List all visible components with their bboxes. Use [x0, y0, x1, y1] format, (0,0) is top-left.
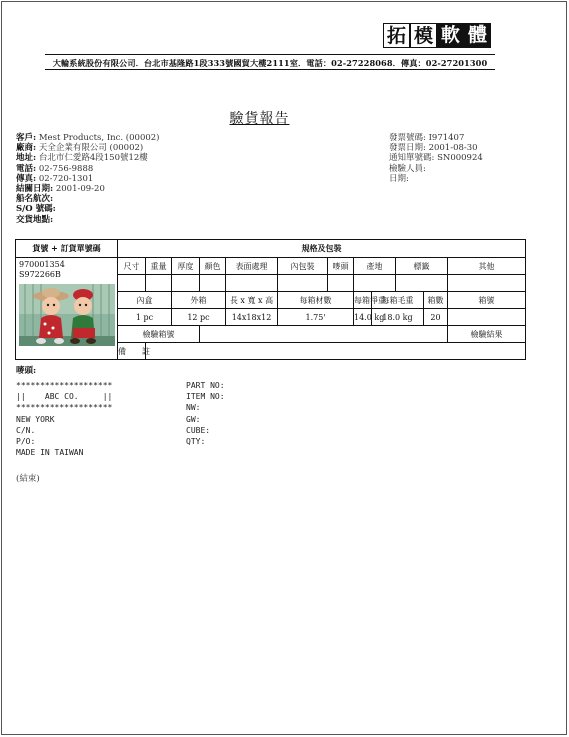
pack-value: 18.0 kg [372, 309, 424, 326]
info-row-fax [16, 174, 159, 184]
inspect-box-label: 檢驗箱號 [118, 326, 200, 343]
spec-value [172, 275, 200, 292]
pack-value: 1 pc [118, 309, 172, 326]
brand-logo [383, 23, 494, 48]
product-photo [19, 284, 115, 346]
spec-value [448, 275, 526, 292]
info-row-vessel [16, 194, 159, 204]
info-label: 廠商: [16, 143, 37, 154]
info-row-so-number [16, 204, 159, 214]
mark-line: ITEM NO: [186, 392, 225, 402]
pack-header: 外箱 [172, 292, 226, 309]
info-label: 客戶: [16, 133, 37, 143]
logo-char: 軟 [437, 23, 464, 48]
shipping-marks-title: 嘜頭: [16, 366, 37, 376]
info-value: Mest Products, Inc. (00002) [38, 133, 160, 143]
order-number: S972266B [19, 270, 61, 279]
spec-header: 嘜頭 [328, 258, 354, 275]
customer-info-block [16, 133, 159, 225]
mark-line: MADE IN TAIWAN [16, 448, 84, 458]
shipping-marks-right [186, 380, 225, 447]
info-row-delivery [16, 215, 159, 225]
logo-char: 體 [464, 23, 491, 48]
info-row-closing-date [16, 184, 159, 194]
mark-line: QTY: [186, 437, 206, 447]
info-row-vendor [16, 143, 159, 153]
logo-char: 模 [410, 23, 437, 48]
mark-line: NW: [186, 403, 201, 413]
mark-line: ******************** [16, 403, 113, 413]
spec-header: 其他 [448, 258, 526, 275]
info-label: S/O 號碼: [16, 204, 56, 215]
spec-header: 產地 [354, 258, 396, 275]
pack-value [448, 309, 526, 326]
notice-number: 通知單號碼: SN000924 [389, 153, 483, 164]
info-label: 交貨地點: [16, 214, 54, 225]
info-label: 電話: [16, 163, 37, 174]
pack-header: 長 x 寬 x 高 [226, 292, 278, 309]
pack-value: 12 pc [172, 309, 226, 326]
spec-value [146, 275, 172, 292]
mark-line: C/N. [16, 425, 36, 435]
spec-value [396, 275, 448, 292]
inspection-date: 日期: [389, 173, 409, 184]
info-value: 02-720-1301 [38, 173, 94, 184]
info-label: 地址: [16, 153, 37, 164]
spec-value [328, 275, 354, 292]
logo-char: 拓 [383, 23, 410, 48]
end-marker: (結束) [16, 474, 40, 484]
info-label: 結關日期: [16, 184, 54, 195]
spec-header: 重量 [146, 258, 172, 275]
mark-line: GW: [186, 414, 201, 424]
mark-line: NEW YORK [16, 414, 55, 424]
mark-line: CUBE: [186, 425, 211, 435]
pack-value: 1.75' [278, 309, 354, 326]
spec-header: 表面處理 [226, 258, 278, 275]
info-label: 船名航次: [16, 194, 54, 205]
pack-header: 每箱材數 [278, 292, 354, 309]
pack-header: 每箱毛重 [372, 292, 424, 309]
pack-header: 箱數 [424, 292, 448, 309]
info-value: 02-756-9888 [38, 163, 94, 174]
item-cell [16, 258, 118, 360]
info-row-address [16, 153, 159, 163]
info-label: 傳真: [16, 173, 37, 184]
mark-line: P/O: [16, 437, 36, 447]
spec-header: 顏色 [200, 258, 226, 275]
item-number: 970001354 [19, 260, 65, 269]
invoice-number: 發票號碼: I971407 [389, 133, 465, 143]
spec-value [200, 275, 226, 292]
pack-value: 20 [424, 309, 448, 326]
inspector: 檢驗人員: [389, 163, 426, 174]
inspect-result-label: 檢驗結果 [448, 326, 526, 343]
spec-value [278, 275, 328, 292]
pack-header: 每箱淨重 [354, 292, 372, 309]
company-info-line: 大輪系統股份有限公司．台北市基隆路1段333號國貿大樓2111室．電話：02-27228068．傳真：02-27201300 [52, 58, 488, 68]
mark-line: ******************** [16, 381, 113, 390]
spec-header: 厚度 [172, 258, 200, 275]
mark-line: PART NO: [186, 381, 225, 390]
header-rule-bottom [45, 69, 495, 70]
pack-value: 14.0 kg [354, 309, 372, 326]
header-item-order: 貨號 + 訂貨單號碼 [16, 240, 118, 258]
shipping-marks-left [16, 380, 112, 458]
pack-header: 箱號 [448, 292, 526, 309]
spec-value [226, 275, 278, 292]
spec-header: 內包裝 [278, 258, 328, 275]
info-value: 台北市仁愛路4段150號12樓 [38, 153, 148, 164]
spec-header: 尺寸 [118, 258, 146, 275]
inspect-box-value [200, 326, 448, 343]
pack-header: 內盒 [118, 292, 172, 309]
spec-table [15, 239, 526, 360]
document-title: 驗貨報告 [229, 111, 290, 127]
info-row-customer [16, 133, 159, 143]
remark-value [146, 343, 526, 360]
spec-value [354, 275, 396, 292]
invoice-date: 發票日期: 2001-08-30 [389, 143, 478, 154]
spec-header: 標籤 [396, 258, 448, 275]
remark-label: 備 註 [118, 343, 146, 360]
header-rule-top [45, 54, 495, 55]
mark-line: || ABC CO. || [16, 392, 113, 402]
pack-value: 14x18x12 [226, 309, 278, 326]
info-value: 天全企業有限公司 (00002) [38, 143, 144, 154]
invoice-info-block [389, 133, 483, 184]
header-spec-packing: 規格及包裝 [118, 240, 526, 258]
info-value: 2001-09-20 [55, 184, 105, 195]
info-row-phone [16, 164, 159, 174]
spec-value [118, 275, 146, 292]
